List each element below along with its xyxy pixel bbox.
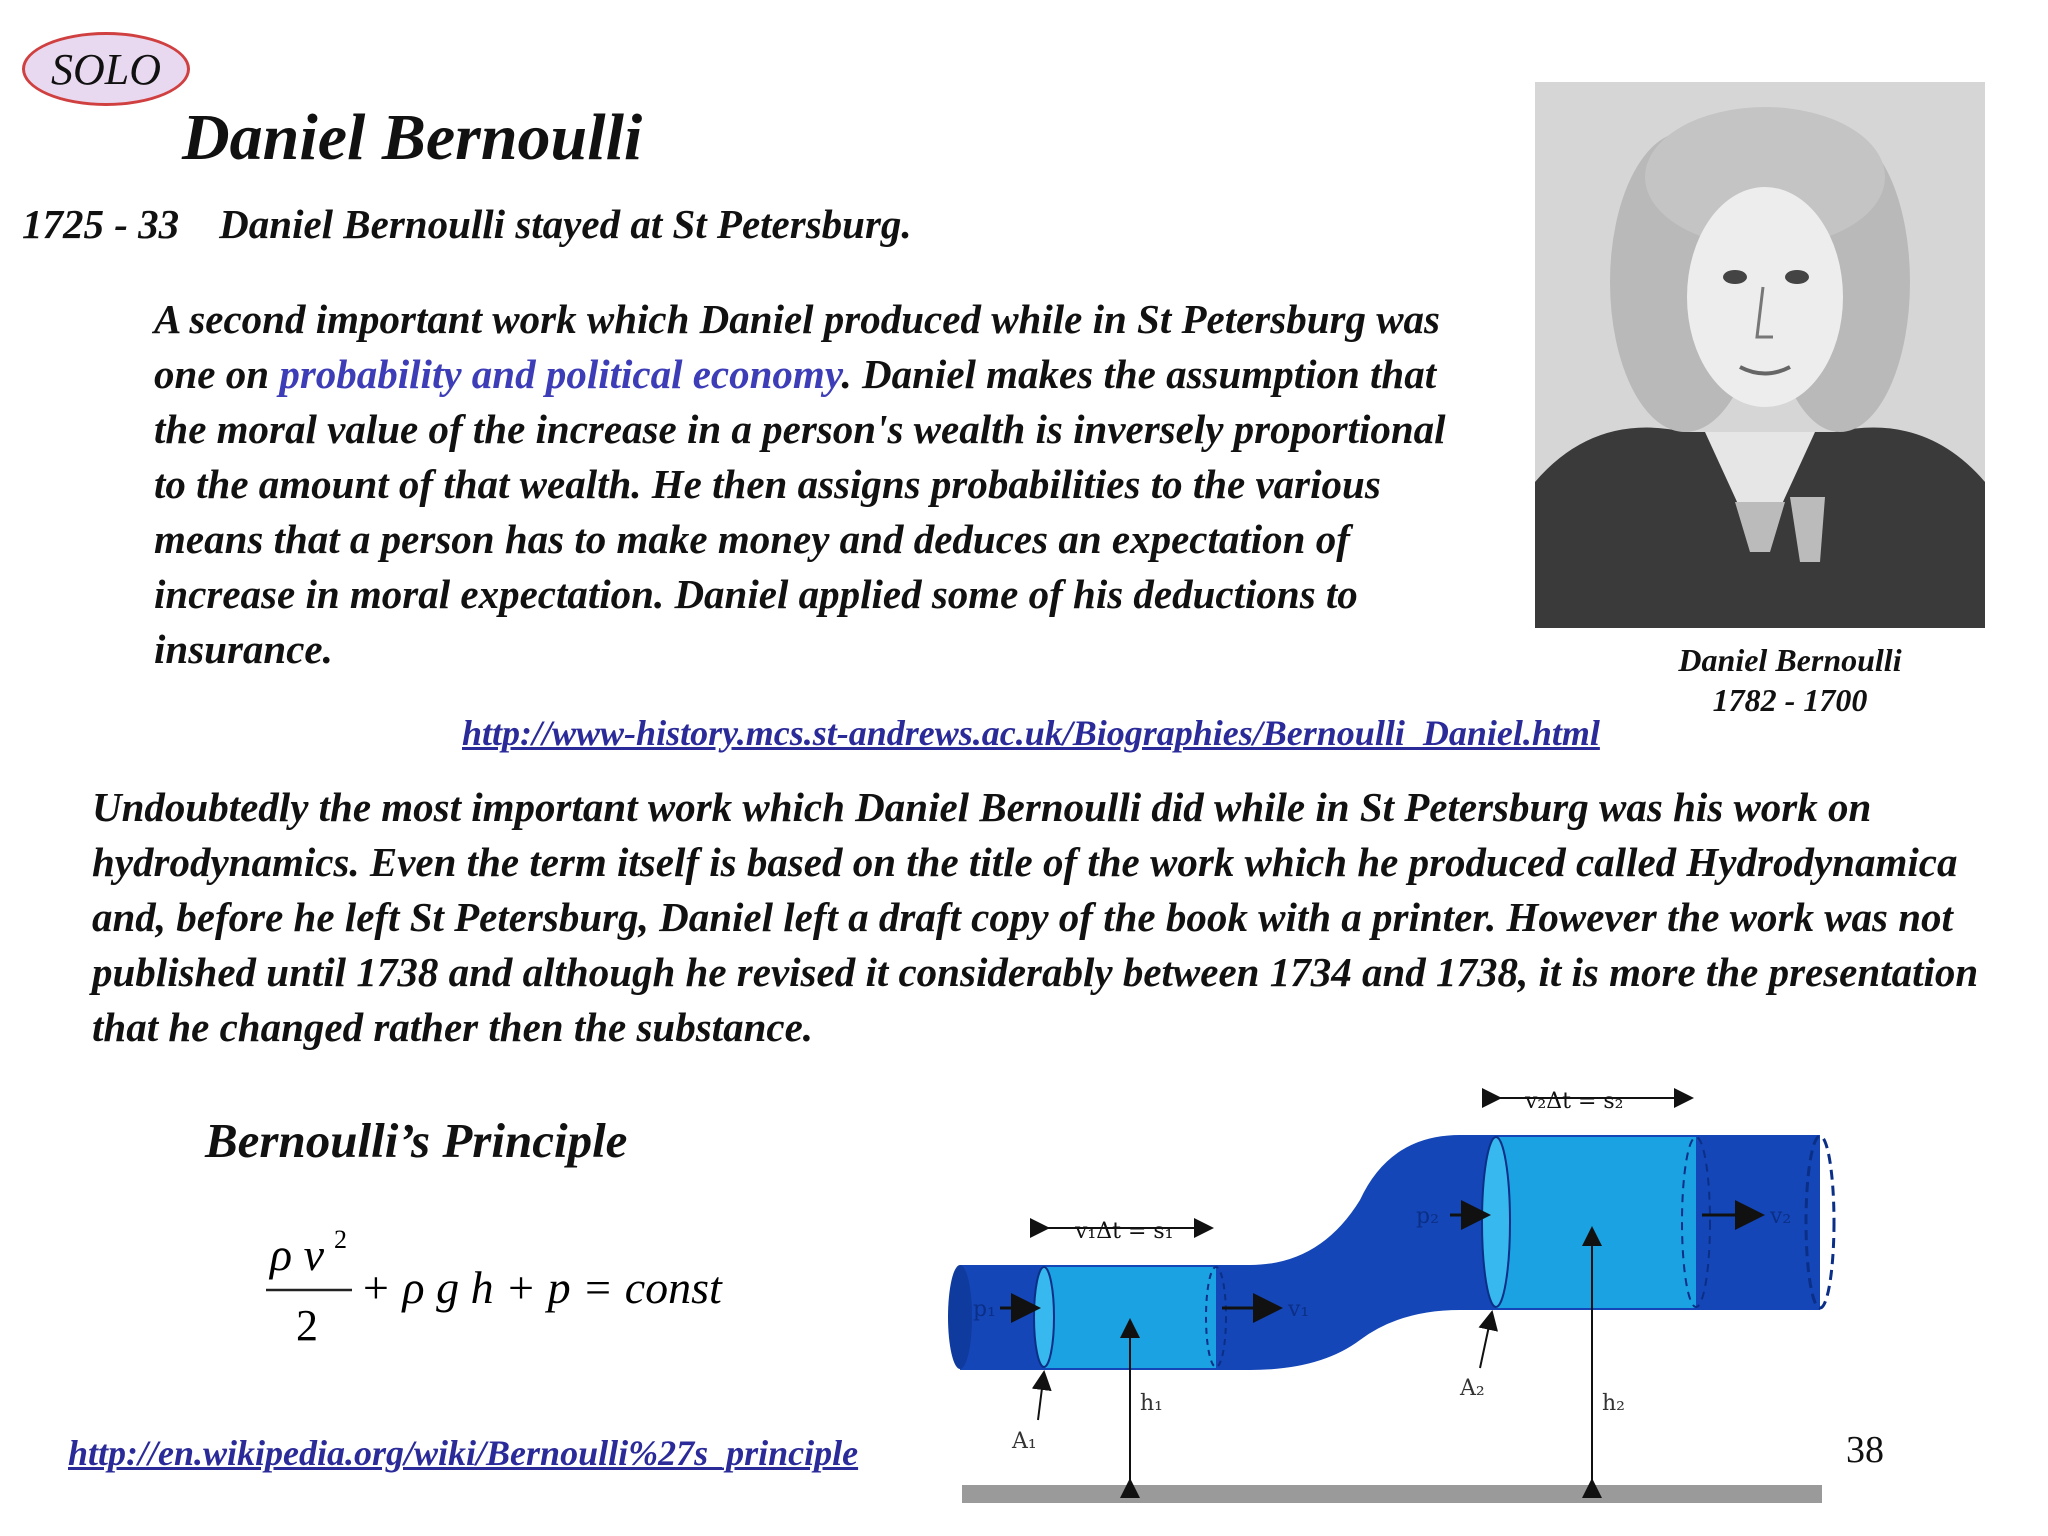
a1-pointer [1038, 1372, 1044, 1420]
formula-denominator: 2 [296, 1301, 318, 1350]
st-andrews-link[interactable]: http://www-history.mcs.st-andrews.ac.uk/Biographies/Bernoulli_Daniel.html [462, 713, 1600, 753]
portrait-image [1535, 82, 1985, 628]
bernoulli-formula [260, 1228, 780, 1358]
caption-years: 1782 - 1700 [1712, 682, 1868, 718]
caption-name: Daniel Bernoulli [1678, 642, 1902, 678]
label-s1: v₁Δt = s₁ [1075, 1219, 1174, 1244]
pipe-inlet [948, 1265, 972, 1369]
hydrodynamics-paragraph: Undoubtedly the most important work which Daniel Bernoulli did while in St Petersburg was his work on hydrodynamics. Even the term itself is based on the title of the work which he produced called Hydrodynamica and, before he left St Petersburg, Daniel left a draft copy of the book with a printer. However the work was not published until 1738 and although he revised it considerably between 1734 and 1738, it is more the presentation that he changed rather then the substance. [92, 784, 1979, 1050]
probability-paragraph [154, 292, 1484, 677]
wikipedia-link[interactable]: http://en.wikipedia.org/wiki/Bernoulli%27s_principle [68, 1433, 859, 1473]
segment-2 [1496, 1137, 1696, 1308]
principle-title: Bernoulli’s Principle [205, 1113, 628, 1168]
a2-pointer [1480, 1312, 1492, 1368]
bernoulli-pipe-diagram [940, 1080, 1860, 1510]
ground-bar [962, 1485, 1822, 1503]
page-number: 38 [1846, 1429, 1884, 1471]
label-h2: h₂ [1602, 1391, 1625, 1416]
formula-numerator: ρ v [270, 1229, 324, 1280]
label-s2: v₂Δt = s₂ [1525, 1089, 1624, 1114]
page-title: Daniel Bernoulli [182, 101, 643, 174]
label-v1: v₁ [1288, 1297, 1310, 1322]
dates-line [22, 200, 912, 248]
formula-rest: + ρ g h + p = const [360, 1262, 722, 1313]
label-p2: p₂ [1416, 1204, 1439, 1229]
para1-before: A second important work which Daniel produced while in St Petersburg was one on [154, 296, 1441, 397]
area-a2 [1482, 1137, 1510, 1307]
dates-text: Daniel Bernoulli stayed at St Petersburg. [219, 201, 912, 247]
solo-badge: SOLO [22, 32, 190, 106]
label-v2: v₂ [1770, 1204, 1792, 1229]
portrait-caption [1610, 640, 1970, 720]
label-h1: h₁ [1140, 1391, 1163, 1416]
area-a1 [1034, 1267, 1054, 1367]
label-p1: p₁ [973, 1297, 996, 1322]
label-a1: A₁ [1012, 1429, 1037, 1454]
formula-exponent: 2 [334, 1228, 347, 1254]
para1-after: . Daniel makes the assumption that the moral value of the increase in a person's wealth is inversely proportional to the amount of that wealth. He then assigns probabilities to the various means that a person has to make money and deduces an expectation of increase in moral expectation. Daniel applied some of his deductions to insurance. [154, 351, 1446, 672]
label-a2: A₂ [1460, 1376, 1485, 1401]
para1-highlight: probability and political economy [279, 351, 842, 397]
dates-years: 1725 - 33 [22, 201, 180, 247]
portrait-engraving [1535, 82, 1985, 628]
